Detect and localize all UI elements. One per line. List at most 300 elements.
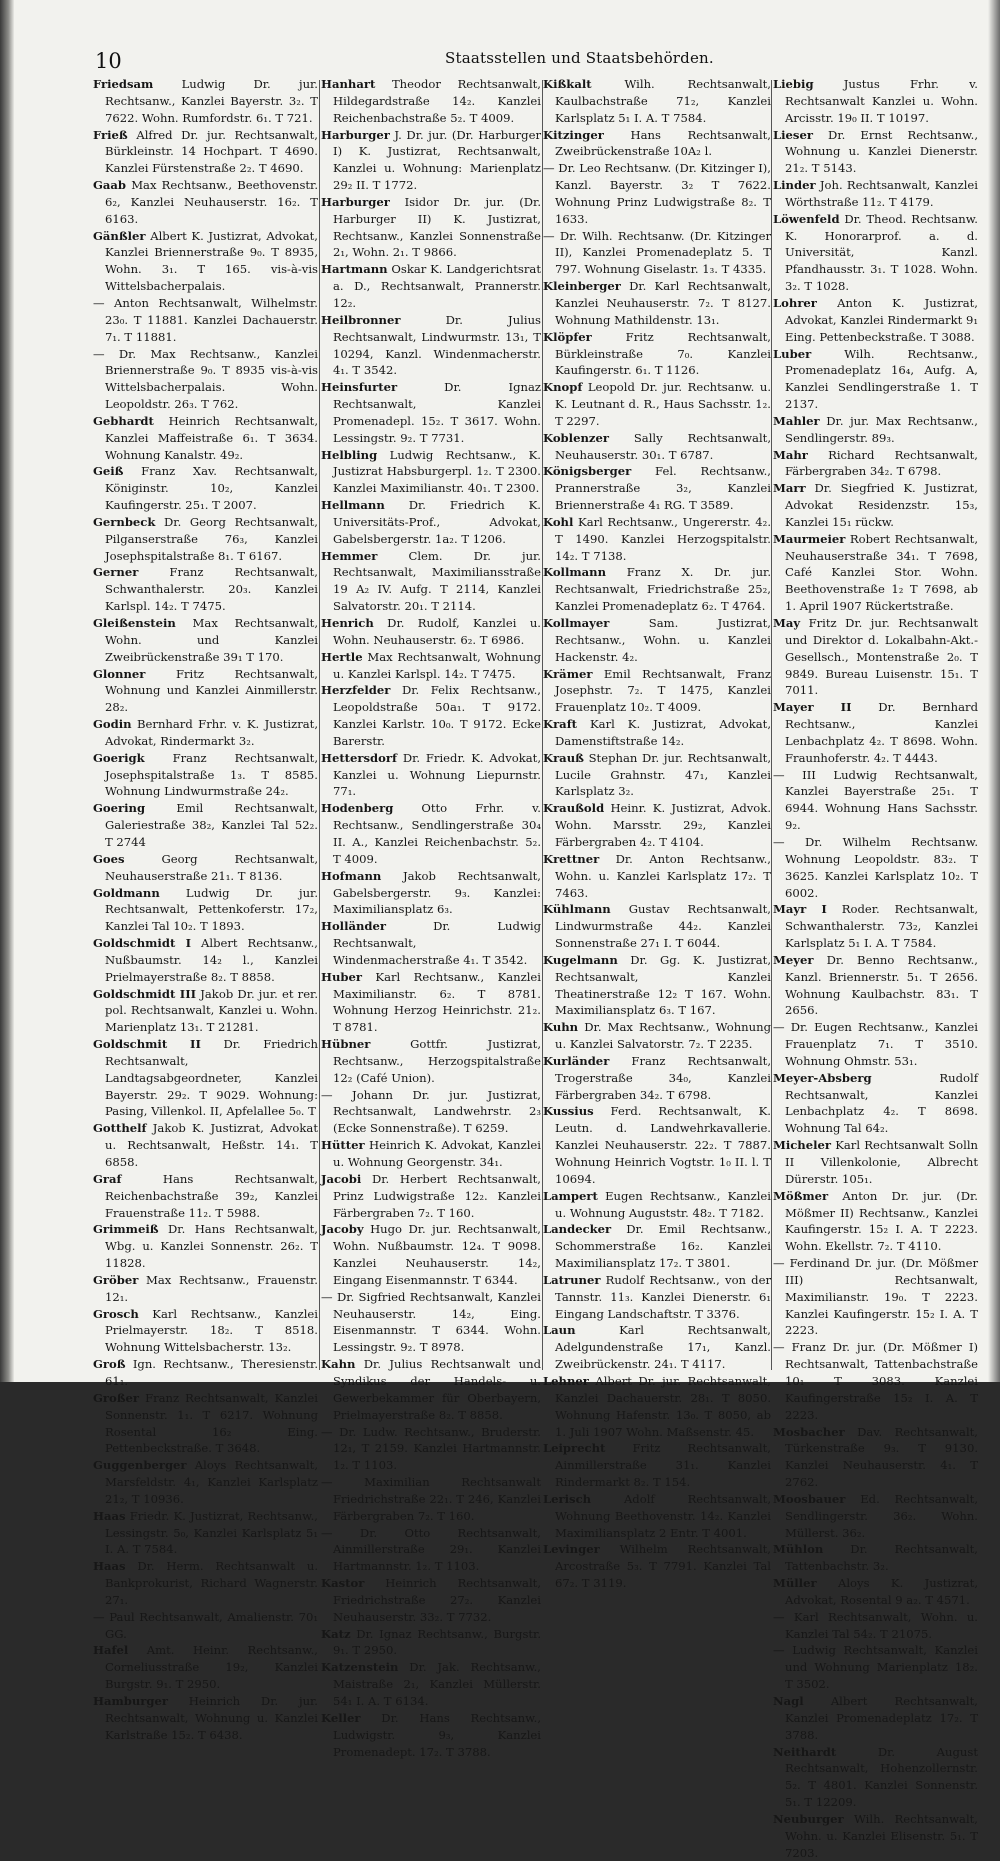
entry-text: Dr. Hans Rechtsanw., Ludwigstr. 9₃, Kanzlei Promenadept. 17₂. T 3788. (333, 1710, 542, 1759)
entry-name: Gernbeck (93, 514, 156, 529)
entry-name: Heinsfurter (321, 380, 398, 395)
entry-name: Kißkalt (543, 77, 592, 91)
directory-entry (543, 716, 771, 750)
directory-entry (543, 1491, 771, 1542)
directory-entry (93, 1642, 318, 1693)
directory-entry (543, 127, 771, 161)
entry-text: Fritz Rechtsanwalt, Wohnung und Kanzlei Ainmillerstr. 28₂. (105, 666, 318, 715)
directory-entry (543, 228, 771, 279)
directory-entry (773, 1019, 978, 1070)
entry-name: Graf (93, 1171, 122, 1186)
entry-name: Mayr I (773, 902, 827, 917)
directory-entry (773, 1575, 978, 1609)
entry-name: Gebhardt (93, 413, 154, 428)
entry-text: Wilh. Rechtsanwalt, Wohn. u. Kanzlei Elisenstr. 5₁. T 7203. (785, 1811, 978, 1860)
directory-entry (93, 413, 318, 464)
entry-name: Klöpfer (543, 329, 592, 344)
directory-entry (321, 1525, 541, 1576)
directory-entry (543, 564, 771, 615)
directory-entry (773, 1137, 978, 1188)
entry-text: Dr. Ludwig Rechtsanwalt, Windenmacherstraße 4₁. T 3542. (333, 919, 542, 967)
entry-name: Meyer (773, 952, 814, 967)
entry-name: Levinger (543, 1542, 600, 1557)
entry-text: Sam. Justizrat, Rechtsanw., Wohn. u. Kanzlei Hackenstr. 4₂. (555, 616, 771, 664)
entry-name: Kollmann (543, 565, 607, 580)
entry-text: Ludwig Rechtsanw., K. Justizrat Habsburgerpl. 1₂. T 2300. Kanzlei Maximilianstr. 40₁. T 2300. (333, 447, 541, 496)
directory-entry (321, 1087, 541, 1138)
entry-text: Ign. Rechtsanw., Theresienstr. 61₁. (105, 1357, 319, 1388)
directory-entry (93, 1272, 318, 1306)
entry-name: Leiprecht (543, 1441, 606, 1456)
page-number: 10 (95, 49, 122, 73)
directory-entry (93, 1120, 318, 1171)
entry-text: Amt. Heinr. Rechtsanw., Corneliusstraße 19₂, Kanzlei Burgstr. 9₁. T 2950. (105, 1643, 318, 1692)
entry-name: Latruner (543, 1272, 601, 1287)
entry-name: Mahler (773, 413, 820, 428)
directory-entry (321, 379, 541, 446)
entry-name: Goering (93, 801, 146, 816)
directory-entry (773, 447, 978, 481)
directory-entry (773, 177, 978, 211)
entry-text: Dr. Rechtsanwalt, Tattenbachstr. 3₂. (785, 1542, 978, 1574)
entry-text: Leopold Dr. jur. Rechtsanw. u. K. Leutnant d. R., Haus Sachsstr. 1₂. T 2297. (555, 380, 772, 428)
entry-name: Kugelmann (543, 952, 618, 967)
entry-name: Hertle (321, 649, 363, 664)
entry-text: Alfred Dr. jur. Rechtsanwalt, Bürkleinstr. 14 Hochpart. T 4690. Kanzlei Fürstenstraße 2₂. T 4690. (105, 127, 318, 176)
column-rule (771, 80, 772, 1370)
entry-name: Gleißenstein (93, 616, 176, 630)
directory-entry (773, 834, 978, 901)
entry-name: Mayer II (773, 700, 852, 715)
entry-text: Heinrich Rechtsanwalt, Kanzlei Maffeistraße 6₁. T 3634. Wohnung Kanalstr. 49₂. (105, 413, 318, 462)
entry-text: Justus Frhr. v. Rechtsanwalt Kanzlei u. Wohn. Arcisstr. 19₀ II. T 10197. (785, 77, 978, 125)
directory-entry (93, 1457, 318, 1508)
directory-entry (773, 1070, 978, 1137)
entry-name: Guggenberger (93, 1458, 187, 1473)
entry-name: Goldschmidt III (93, 986, 197, 1001)
entry-text: J. Dr. jur. (Dr. Harburger I) K. Justizrat, Rechtsanwalt, Kanzlei u. Wohnung: Marienplatz 29₂ II. T 1772. (333, 127, 542, 193)
directory-entry (93, 564, 318, 615)
entry-name: Jacobi (321, 1171, 362, 1186)
directory-entry (543, 1221, 771, 1272)
entry-text: Dr. Friedr. K. Advokat, Kanzlei u. Wohnung Liepurnstr. 77₁. (333, 750, 542, 799)
entry-text: Georg Rechtsanwalt, Neuhauserstraße 21₁. T 8136. (105, 851, 318, 883)
directory-entry (93, 716, 318, 750)
entry-name: Katz (321, 1626, 351, 1641)
entry-text: — III Ludwig Rechtsanwalt, Kanzlei Bayerstraße 25₁. T 6944. Wohnung Hans Sachsstr. 9₂. (773, 767, 978, 833)
entry-name: Grosch (93, 1306, 139, 1321)
directory-entry (321, 1626, 541, 1660)
directory-entry (773, 1424, 978, 1491)
entry-name: Keller (321, 1710, 361, 1725)
entry-name: Kitzinger (543, 127, 604, 142)
directory-entry (93, 1558, 318, 1609)
entry-text: Fritz Rechtsanwalt, Ainmillerstraße 31₁. Kanzlei Rindermarkt 8₂. T 154. (555, 1441, 771, 1490)
directory-entry (773, 1491, 978, 1542)
entry-name: Mahr (773, 447, 808, 462)
entry-text: Dr. Theod. Rechtsanw. K. Honorarprof. a. d. Universität, Kanzl. Pfandhausstr. 3₁. T 1028. Wohn. 3₂. T 1028. (785, 211, 978, 294)
directory-entry (321, 615, 541, 649)
entry-text: Max Rechtsanw., Beethovenstr. 6₂, Kanzlei Neuhauserstr. 16₂. T 6163. (105, 178, 319, 226)
directory-entry (543, 1322, 771, 1373)
entry-text: Karl Rechtsanw., Kanzlei Prielmayerstr. 18₂. T 8518. Wohnung Wittelsbacherstr. 13₂. (105, 1306, 319, 1355)
entry-text: Franz Rechtsanwalt, Schwanthalerstr. 20₃. Kanzlei Karlspl. 14₂. T 7475. (105, 565, 318, 614)
entry-text: Eugen Rechtsanw., Kanzlei u. Wohnung Auguststr. 48₂. T 7182. (555, 1188, 771, 1220)
entry-name: Lerisch (543, 1491, 592, 1506)
directory-entry (321, 127, 541, 194)
entry-text: Otto Frhr. v. Rechtsanw., Sendlingerstraße 30₄ II. A., Kanzlei Reichenbachstr. 5₂. T 4009. (333, 801, 541, 866)
directory-entry (543, 1541, 771, 1592)
entry-text: Franz Rechtsanwalt, Josephspitalstraße 1₃. T 8585. Wohnung Lindwurmstraße 24₂. (105, 750, 319, 799)
directory-entry (93, 1221, 318, 1272)
directory-entry (321, 1289, 541, 1356)
page-edge-shadow (988, 0, 1000, 1382)
directory-entry (93, 666, 318, 717)
directory-entry (773, 1642, 978, 1693)
entry-text: Fel. Rechtsanw., Prannerstraße 3₂, Kanzlei Briennerstraße 4₁ RG. T 3589. (555, 464, 771, 513)
entry-name: Krämer (543, 666, 593, 681)
directory-entry (93, 1356, 318, 1390)
entry-text: Wilh. Rechtsanw., Promenadeplatz 16₄, Aufg. A, Kanzlei Sendlingerstraße 1. T 2137. (785, 346, 978, 412)
directory-entry (543, 278, 771, 329)
directory-entry (321, 750, 541, 801)
directory-entry (321, 261, 541, 312)
directory-entry (93, 346, 318, 413)
entry-text: Albert K. Justizrat, Advokat, Kanzlei Briennerstraße 9₀. T 8935, Wohn. 3₁. T 165. vis-à-vis Wittelsbacherpalais. (105, 228, 318, 294)
directory-entry (93, 1306, 318, 1357)
column-2 (321, 76, 542, 1759)
entry-text: Gottfr. Justizrat, Rechtsanw., Herzogspitalstraße 12₂ (Café Union). (333, 1037, 542, 1085)
page-gutter-shadow (0, 0, 14, 1382)
entry-name: Gänßler (93, 228, 146, 243)
entry-name: Holländer (321, 919, 387, 934)
entry-text: — Ludwig Rechtsanwalt, Kanzlei und Wohnung Marienplatz 18₂. T 3502. (773, 1643, 978, 1692)
entry-name: Nagl (773, 1694, 804, 1708)
entry-name: Godin (93, 717, 132, 732)
entry-name: Kraft (543, 717, 578, 732)
directory-entry (773, 413, 978, 447)
entry-name: Luber (773, 346, 812, 361)
directory-entry (93, 935, 318, 986)
entry-text: Dr. Julius Rechtsanwalt, Lindwurmstr. 13₁, T 10294, Kanzl. Windenmacherstr. 4₁. T 3542. (333, 312, 541, 378)
entry-text: Aloys Rechtsanwalt, Marsfeldstr. 4₁, Kanzlei Karlsplatz 21₂, T 10936. (105, 1458, 319, 1506)
entry-text: Heinrich K. Advokat, Kanzlei u. Wohnung Georgenstr. 34₁. (333, 1138, 541, 1169)
entry-text: Dr. Ernst Rechtsanw., Wohnung u. Kanzlei Dienerstr. 21₂. T 5143. (785, 127, 979, 176)
entry-name: Mühlon (773, 1542, 824, 1557)
entry-text: Dr. Bernhard Rechtsanw., Kanzlei Lenbachplatz 4₂. T 8698. Wohn. Fraunhoferstr. 4₂. T 4443. (785, 700, 978, 765)
entry-text: Fritz Dr. jur. Rechtsanwalt und Direktor d. Lokalbahn-Akt.-Gesellsch., Montenstraße 2₀. T 9849. Bureau Luisenstr. 15₁. T 7011. (785, 616, 979, 698)
directory-entry (93, 463, 318, 514)
entry-text: Max Rechtsanwalt, Wohnung u. Kanzlei Karlspl. 14₂. T 7475. (333, 649, 541, 681)
entry-text: Dr. Karl Rechtsanwalt, Kanzlei Neuhauserstr. 7₂. T 8127. Wohnung Mathildenstr. 13₁. (555, 279, 772, 327)
entry-text: Sally Rechtsanwalt, Neuhauserstr. 30₁. T 6787. (555, 430, 772, 462)
entry-name: Kühlmann (543, 902, 611, 917)
entry-text: Franz X. Dr. jur. Rechtsanwalt, Friedrichstraße 25₂, Kanzlei Promenadeplatz 6₂. T 4764. (555, 565, 771, 614)
entry-name: Hartmann (321, 262, 388, 277)
directory-entry (321, 969, 541, 1036)
entry-text: Franz Rechtsanwalt, Trogerstraße 34₀, Kanzlei Färbergraben 34₂. T 6798. (555, 1053, 772, 1102)
entry-name: Maurmeier (773, 531, 846, 546)
entry-name: Lehner (543, 1373, 589, 1388)
entry-text: — Dr. Sigfried Rechtsanwalt, Kanzlei Neuhauserstr. 14₂, Eing. Eisenmannstr. T 6344. Wohn. Lessingstr. 9₂. T 8978. (321, 1289, 541, 1355)
entry-text: Dr. Ignaz Rechtsanwalt, Kanzlei Promenadepl. 15₂. T 3617. Wohn. Lessingstr. 9₂. T 7731. (333, 380, 541, 445)
directory-entry (773, 1339, 978, 1423)
entry-name: Friedsam (93, 77, 154, 91)
directory-entry (773, 615, 978, 699)
entry-text: Dr. Georg Rechtsanwalt, Pilganserstraße 76₃, Kanzlei Josephspitalstraße 8₁. T 6167. (105, 514, 318, 563)
entry-name: Harburger (321, 194, 390, 209)
entry-name: Haas (93, 1508, 126, 1523)
directory-entry (773, 346, 978, 413)
entry-name: Glonner (93, 666, 146, 681)
directory-entry (543, 463, 771, 514)
directory-entry (773, 127, 978, 178)
directory-entry (773, 1255, 978, 1339)
entry-text: Karl Rechtsanwalt, Adelgundenstraße 17₁, Kanzl. Zweibrückenstr. 24₁. T 4117. (555, 1323, 771, 1372)
entry-text: Fritz Rechtsanwalt, Bürkleinstraße 7₀. Kanzlei Kaufingerstr. 6₁. T 1126. (555, 329, 771, 378)
entry-text: Dr. Friedrich K. Universitäts-Prof., Advokat, Gabelsbergerstr. 1a₂. T 1206. (333, 498, 541, 546)
entry-name: Hafel (93, 1643, 129, 1658)
entry-name: Müller (773, 1576, 817, 1591)
entry-text: Dr. Jak. Rechtsanw., Maistraße 2₁, Kanzlei Müllerstr. 54₁ I. A. T 6134. (333, 1660, 541, 1708)
entry-name: Frieß (93, 127, 128, 142)
directory-columns (93, 76, 979, 1860)
entry-text: Rudolf Rechtsanwalt, Kanzlei Lenbachplatz 4₂. T 8698. Wohnung Tal 64₂. (785, 1070, 978, 1136)
entry-name: Geiß (93, 464, 124, 479)
entry-name: Lampert (543, 1188, 598, 1203)
entry-name: Kastor (321, 1576, 365, 1591)
entry-text: Karl K. Justizrat, Advokat, Damenstiftstraße 14₂. (555, 717, 772, 748)
entry-name: Koblenzer (543, 430, 609, 445)
directory-entry (93, 514, 318, 565)
entry-text: Emil Rechtsanwalt, Franz Josephstr. 7₂. T 1475, Kanzlei Frauenplatz 10₂. T 4009. (555, 666, 771, 715)
entry-name: Kurländer (543, 1053, 610, 1068)
entry-text: Theodor Rechtsanwalt, Hildegardstraße 14₂. Kanzlei Reichenbachstraße 5₂. T 4009. (333, 77, 541, 125)
directory-entry (543, 1440, 771, 1491)
entry-name: Löwenfeld (773, 211, 840, 226)
entry-text: Dr. Friedrich Rechtsanwalt, Landtagsabgeordneter, Kanzlei Bayerstr. 29₂. T 9029. Wohnung: Pasing, Villenkol. II, Apfelallee 5₀. T (105, 1037, 318, 1119)
entry-name: Kohl (543, 514, 574, 529)
entry-text: — Dr. Ludw. Rechtsanw., Bruderstr. 12₁, T 2159. Kanzlei Hartmannstr. 1₂. T 1103. (321, 1424, 541, 1473)
entry-name: Goldmann (93, 885, 160, 900)
entry-text: — Franz Dr. jur. (Dr. Mößmer I) Rechtsanwalt, Tattenbachstraße 10₁ T 3083. Kanzlei Kaufingerstraße 15₂ I. A. T 2223. (773, 1340, 978, 1422)
entry-text: Albert Rechtsanw., Nußbaumstr. 14₂ l., Kanzlei Prielmayerstraße 8₂. T 8858. (105, 936, 318, 984)
directory-entry (321, 1221, 541, 1288)
directory-entry (773, 531, 978, 615)
entry-text: — Dr. Otto Rechtsanwalt, Ainmillerstraße 29₁. Kanzlei Hartmannstr. 1₂. T 1103. (321, 1525, 541, 1574)
entry-text: Karl Rechtsanwalt Solln II Villenkolonie, Albrecht Dürerstr. 105₁. (785, 1138, 979, 1186)
directory-entry (93, 986, 318, 1037)
entry-text: — Dr. Max Rechtsanw., Kanzlei Briennerstraße 9₀. T 8935 vis-à-vis Wittelsbacherpalais. Wohn. Leopoldstr. 26₃. T 762. (93, 346, 318, 412)
entry-name: Kleinberger (543, 279, 621, 294)
directory-entry (543, 800, 771, 851)
entry-text: Dr. Rudolf, Kanzlei u. Wohn. Neuhauserstr. 6₂. T 6986. (333, 616, 541, 647)
entry-text: Gustav Rechtsanwalt, Lindwurmstraße 44₂. Kanzlei Sonnenstraße 27₁ I. T 6044. (555, 902, 771, 951)
directory-entry (321, 497, 541, 548)
entry-name: Groß (93, 1357, 126, 1372)
entry-text: — Karl Rechtsanwalt, Wohn. u. Kanzlei Tal 54₂. T 21075. (773, 1609, 978, 1641)
entry-name: Hübner (321, 1037, 371, 1052)
directory-entry (93, 76, 318, 127)
entry-text: Oskar K. Landgerichtsrat a. D., Rechtsanwalt, Prannerstr. 12₂. (333, 262, 541, 310)
directory-entry (321, 918, 541, 969)
entry-name: Harburger (321, 127, 390, 142)
directory-entry (543, 160, 771, 227)
entry-text: Dr. Felix Rechtsanw., Leopoldstraße 50a₁. T 9172. Kanzlei Karlstr. 10₀. T 9172. Ecke Barerstr. (333, 683, 541, 748)
directory-entry (773, 901, 978, 952)
directory-entry (93, 177, 318, 228)
entry-name: Lieser (773, 127, 813, 142)
entry-text: Albert Rechtsanwalt, Kanzlei Promenadeplatz 17₂. T 3788. (785, 1694, 978, 1742)
entry-name: Landecker (543, 1222, 612, 1237)
entry-text: — Anton Rechtsanwalt, Wilhelmstr. 23₀. T 11881. Kanzlei Dachauerstr. 7₁. T 11881. (93, 295, 318, 344)
entry-name: Kahn (321, 1357, 356, 1372)
entry-name: Kraußold (543, 801, 605, 816)
column-4 (773, 76, 979, 1860)
directory-entry (773, 1188, 978, 1255)
directory-entry (321, 1474, 541, 1525)
entry-name: Gotthelf (93, 1121, 147, 1136)
directory-entry (321, 1710, 541, 1761)
directory-entry (93, 1693, 318, 1744)
entry-text: Franz Rechtsanwalt, Kanzlei Sonnenstr. 1₁. T 6217. Wohnung Rosental 16₂ Eing. Pettenbeckstraße. T 3648. (105, 1390, 319, 1456)
entry-text: Heinrich Dr. jur. Rechtsanwalt, Wohnung u. Kanzlei Karlstraße 15₂. T 6438. (105, 1694, 318, 1742)
directory-entry (93, 851, 318, 885)
entry-text: Bernhard Frhr. v. K. Justizrat, Advokat, Rindermarkt 3₂. (105, 717, 319, 748)
directory-entry (321, 800, 541, 867)
entry-name: Goldschmidt I (93, 936, 192, 951)
entry-name: Helbling (321, 447, 378, 462)
directory-entry (773, 1541, 978, 1575)
entry-name: Neuburger (773, 1811, 844, 1826)
entry-name: Liebig (773, 77, 814, 91)
directory-entry (93, 615, 318, 666)
entry-text: Roder. Rechtsanwalt, Schwanthalerstr. 73₂, Kanzlei Karlsplatz 5₁ I. A. T 7584. (785, 902, 979, 951)
entry-text: Aloys K. Justizrat, Advokat, Rosental 9 a₂. T 4571. (785, 1576, 979, 1607)
entry-text: Wilh. Rechtsanwalt, Kaulbachstraße 71₂, Kanzlei Karlsplatz 5₁ I. A. T 7584. (555, 77, 771, 125)
column-rule (319, 80, 320, 1370)
directory-entry (543, 514, 771, 565)
entry-text: Jakob K. Justizrat, Advokat u. Rechtsanwalt, Heßstr. 14₁. T 6858. (105, 1121, 318, 1169)
entry-name: May (773, 616, 801, 630)
entry-text: — Dr. Leo Rechtsanw. (Dr. Kitzinger I), Kanzl. Bayerstr. 3₂ T 7622. Wohnung Prinz Ludwigstraße 8₂. T 1633. (543, 161, 771, 226)
directory-entry (321, 194, 541, 261)
directory-entry (543, 329, 771, 380)
directory-entry (543, 1272, 771, 1323)
entry-text: Emil Rechtsanwalt, Galeriestraße 38₂, Kanzlei Tal 52₂. T 2744 (105, 801, 318, 849)
entry-name: Kussius (543, 1104, 594, 1119)
entry-text: — Paul Rechtsanwalt, Amalienstr. 70₁ GG. (93, 1609, 318, 1641)
running-head: Staatsstellen und Staatsbehörden. (445, 49, 714, 67)
entry-name: Katzenstein (321, 1660, 399, 1675)
entry-text: Joh. Rechtsanwalt, Kanzlei Wörthstraße 11₂. T 4179. (785, 178, 978, 209)
directory-entry (773, 1811, 978, 1861)
entry-text: Richard Rechtsanwalt, Färbergraben 34₂. T 6798. (785, 447, 978, 479)
entry-text: Dr. Benno Rechtsanw., Kanzl. Briennerstr. 5₁. T 2656. Wohnung Kaulbachstr. 83₁. T 2656. (785, 952, 978, 1018)
entry-text: Dr. Ignaz Rechtsanw., Burgstr. 9₁. T 2950. (333, 1626, 542, 1658)
entry-name: Jacoby (321, 1222, 364, 1237)
directory-entry (543, 430, 771, 464)
entry-text: — Maximilian Rechtsanwalt Friedrichstraße 22₁. T 246, Kanzlei Färbergraben 7₂. T 160. (321, 1475, 541, 1523)
entry-text: Dr. Anton Rechtsanw., Wohn. u. Kanzlei Karlsplatz 17₂. T 7463. (555, 851, 771, 900)
entry-name: Knopf (543, 380, 583, 395)
entry-name: Meyer-Absberg (773, 1070, 872, 1085)
entry-text: Dr. Herm. Rechtsanwalt u. Bankprokurist, Richard Wagnerstr. 27₁. (105, 1559, 319, 1607)
directory-entry (773, 767, 978, 834)
entry-text: Robert Rechtsanwalt, Neuhauserstraße 34₁. T 7698, Café Kanzlei Stor. Wohn. Beethovenstraße 1₂ T 7698, ab 1. April 1907 Rückertstraße. (785, 531, 979, 614)
entry-text: — Dr. Wilhelm Rechtsanw. Wohnung Leopoldstr. 83₂. T 3625. Kanzlei Karlsplatz 10₂. T 6002. (773, 834, 978, 900)
directory-entry (773, 76, 978, 127)
entry-name: Micheler (773, 1138, 831, 1153)
entry-name: Moosbauer (773, 1491, 846, 1506)
entry-text: Hans Rechtsanwalt, Reichenbachstraße 39₂, Kanzlei Frauenstraße 11₂. T 5988. (105, 1171, 318, 1220)
directory-entry (543, 750, 771, 801)
entry-text: Dr. jur. Max Rechtsanw., Sendlingerstr. 89₃. (785, 413, 978, 445)
entry-name: Krauß (543, 750, 584, 765)
directory-entry (543, 76, 771, 127)
entry-name: Königsberger (543, 464, 632, 479)
directory-entry (93, 750, 318, 801)
entry-name: Hellmann (321, 498, 385, 513)
directory-entry (543, 379, 771, 430)
directory-entry (93, 228, 318, 295)
directory-entry (543, 952, 771, 1019)
entry-name: Kuhn (543, 1020, 579, 1035)
entry-name: Marr (773, 481, 806, 496)
directory-entry (321, 682, 541, 749)
directory-entry (321, 1171, 541, 1222)
directory-entry (773, 1693, 978, 1744)
entry-text: Karl Rechtsanw., Kanzlei Maximilianstr. 6₂. T 8781. Wohnung Herzog Heinrichstr. 21₂. T 8781. (333, 969, 541, 1035)
entry-text: Dav. Rechtsanwalt, Türkenstraße 9₃. T 9130. Kanzlei Neuhauserstr. 4₁. T 2762. (785, 1424, 978, 1490)
entry-text: Dr. Herbert Rechtsanwalt, Prinz Ludwigstraße 12₂. Kanzlei Färbergraben 7₂. T 160. (333, 1171, 541, 1220)
directory-entry (543, 1373, 771, 1440)
entry-text: Max Rechtsanwalt, Wohn. und Kanzlei Zweibrückenstraße 39₁ T 170. (105, 616, 319, 664)
entry-name: Hütter (321, 1138, 365, 1153)
directory-entry (773, 295, 978, 346)
entry-name: Goes (93, 851, 125, 866)
directory-entry (321, 1036, 541, 1087)
entry-name: Kollmayer (543, 616, 610, 630)
directory-entry (543, 1019, 771, 1053)
entry-name: Hofmann (321, 868, 382, 883)
entry-text: Rudolf Rechtsanw., von der Tannstr. 11₃. Kanzlei Dienerstr. 6₁ Eingang Landschaftstr. T 3376. (555, 1272, 772, 1321)
entry-name: Huber (321, 969, 362, 984)
entry-text: Hugo Dr. jur. Rechtsanwalt, Wohn. Nußbaumstr. 12₄. T 9098. Kanzlei Neuhauserstr. 14₂, Eingang Eisenmannstr. T 6344. (333, 1222, 541, 1287)
entry-text: Wilhelm Rechtsanwalt, Arcostraße 5₃. T 7791. Kanzlei Tal 67₂. T 3119. (555, 1542, 771, 1591)
entry-name: Gerner (93, 565, 139, 580)
entry-text: Ed. Rechtsanwalt, Sendlingerstr. 36₂. Wohn. Müllerst. 36₂. (785, 1491, 979, 1540)
entry-text: Clem. Dr. jur. Rechtsanwalt, Maximiliansstraße 19 A₂ IV. Aufg. T 2114, Kanzlei Salvatorstr. 20₁. T 2114. (333, 548, 541, 614)
entry-name: Neithardt (773, 1744, 837, 1759)
entry-name: Krettner (543, 851, 600, 866)
directory-entry (773, 211, 978, 295)
directory-entry (93, 1609, 318, 1643)
entry-text: Dr. Gg. K. Justizrat, Rechtsanwalt, Kanzlei Theatinerstraße 12₂ T 167. Wohn. Maximiliansplatz 6₃. T 167. (555, 952, 772, 1018)
entry-name: Hettersdorf (321, 750, 397, 765)
entry-name: Laun (543, 1323, 576, 1338)
entry-text: Hans Rechtsanwalt, Zweibrückenstraße 10A₂ l. (555, 127, 771, 159)
entry-text: — Ferdinand Dr. jur. (Dr. Mößmer III) Rechtsanwalt, Maximilianstr. 19₀. T 2223. Kanzlei Kaufingerstr. 15₂ I. A. T 2223. (773, 1256, 978, 1338)
entry-name: Mosbacher (773, 1424, 845, 1439)
entry-text: Dr. Max Rechtsanw., Wohnung u. Kanzlei Salvatorstr. 7₂. T 2235. (555, 1020, 772, 1052)
directory-entry (773, 699, 978, 766)
directory-entry (321, 868, 541, 919)
directory-entry (773, 952, 978, 1019)
directory-entry (543, 1188, 771, 1222)
directory-entry (93, 1508, 318, 1559)
entry-text: Dr. Emil Rechtsanw., Schommerstraße 16₂. Kanzlei Maximiliansplatz 17₂. T 3801. (555, 1222, 772, 1271)
